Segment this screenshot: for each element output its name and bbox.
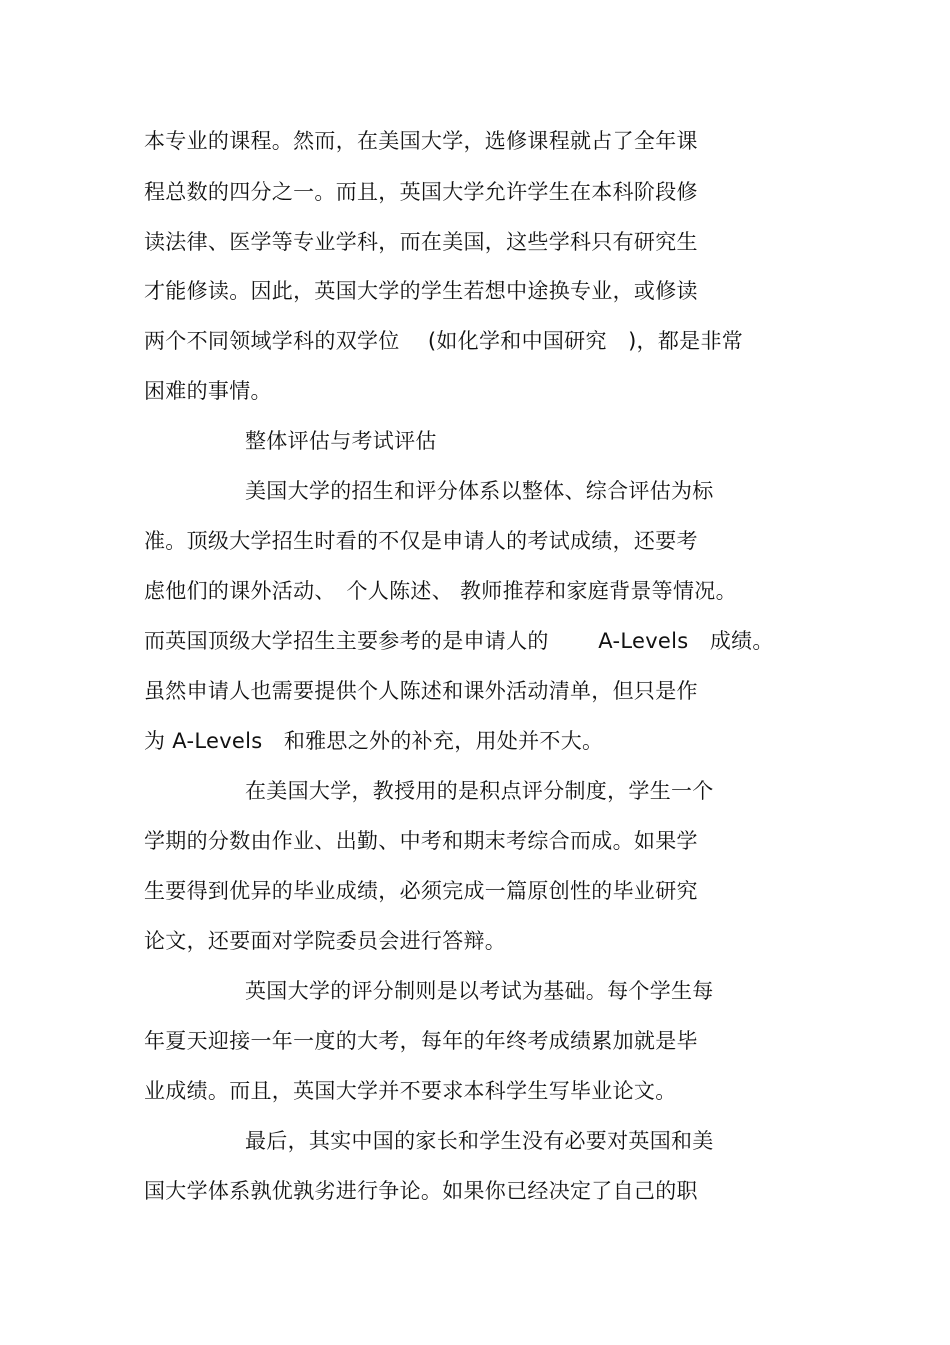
text-line: 国大学体系孰优孰劣进行争论。如果你已经决定了自己的职 [144, 1179, 698, 1203]
text-line: 困难的事情。 [144, 379, 272, 403]
text-line: 虑他们的课外活动、 个人陈述、 教师推荐和家庭背景等情况。 [144, 579, 737, 603]
text-line: 虽然申请人也需要提供个人陈述和课外活动清单，但只是作 [144, 679, 698, 703]
text-line: 英国大学的评分制则是以考试为基础。每个学生每 [245, 979, 714, 1003]
text-line: 最后，其实中国的家长和学生没有必要对英国和美 [245, 1129, 714, 1153]
text-line: 准。顶级大学招生时看的不仅是申请人的考试成绩，还要考 [144, 529, 698, 553]
text-line: 两个不同领域学科的双学位 (如化学和中国研究 )，都是非常 [144, 329, 744, 353]
text-line: 业成绩。而且，英国大学并不要求本科学生写毕业论文。 [144, 1079, 677, 1103]
text-line: 才能修读。因此，英国大学的学生若想中途换专业，或修读 [144, 279, 698, 303]
text-line: 程总数的四分之一。而且，英国大学允许学生在本科阶段修 [144, 180, 698, 204]
section-heading: 整体评估与考试评估 [245, 429, 437, 453]
text-line: 为 A-Levels 和雅思之外的补充，用处并不大。 [144, 729, 604, 753]
text-line: 生要得到优异的毕业成绩，必须完成一篇原创性的毕业研究 [144, 879, 698, 903]
text-line: 论文，还要面对学院委员会进行答辩。 [144, 929, 507, 953]
text-line: 读法律、医学等专业学科，而在美国，这些学科只有研究生 [144, 230, 698, 254]
text-line: 美国大学的招生和评分体系以整体、综合评估为标 [245, 479, 714, 503]
text-line: 而英国顶级大学招生主要参考的是申请人的 A-Levels 成绩。 [144, 629, 774, 653]
text-line: 本专业的课程。然而，在美国大学，选修课程就占了全年课 [144, 129, 698, 153]
text-line: 在美国大学，教授用的是积点评分制度，学生一个 [245, 779, 714, 803]
text-line: 学期的分数由作业、出勤、中考和期末考综合而成。如果学 [144, 829, 698, 853]
text-line: 年夏天迎接一年一度的大考，每年的年终考成绩累加就是毕 [144, 1029, 698, 1053]
